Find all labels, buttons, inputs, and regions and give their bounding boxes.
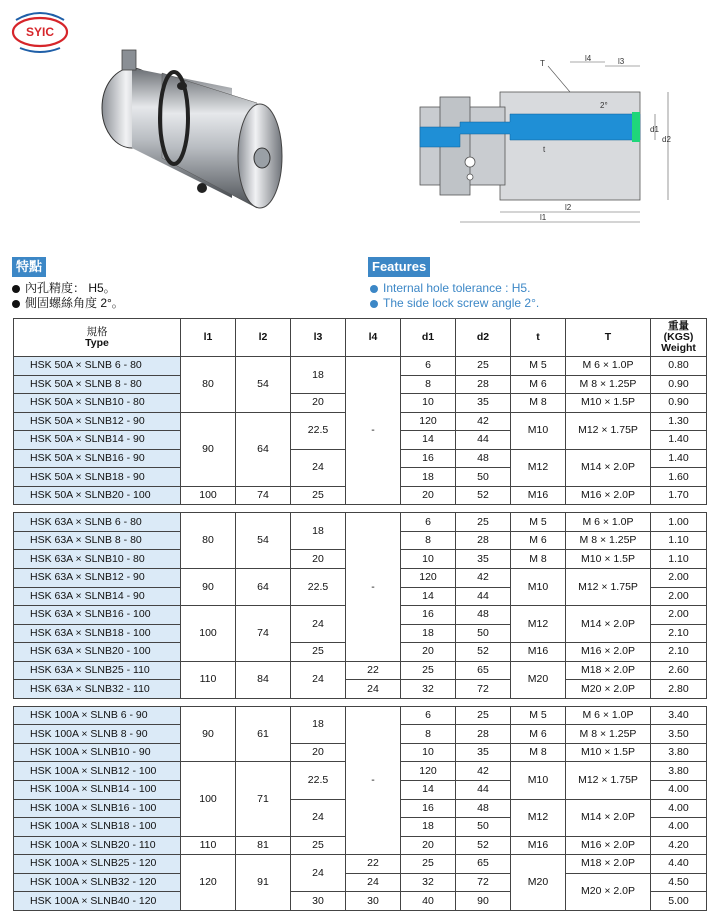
- cell-type: HSK 50A × SLNB20 - 100: [14, 486, 181, 505]
- cell-l1: 90: [181, 569, 236, 606]
- cell-weight: 1.10: [651, 550, 707, 569]
- cell-l1: 90: [181, 706, 236, 762]
- table-row: [14, 873, 707, 892]
- cell-l1: 110: [181, 836, 236, 855]
- cell-type: HSK 50A × SLNB10 - 80: [14, 394, 181, 413]
- cell-d2: 72: [456, 680, 511, 699]
- cell-weight: 4.40: [651, 855, 707, 874]
- cell-t: M16: [511, 836, 566, 855]
- cell-weight: 1.30: [651, 412, 707, 431]
- cell-weight: 4.50: [651, 873, 707, 892]
- cell-d2: 65: [456, 855, 511, 874]
- cell-l2: 64: [236, 412, 291, 486]
- cell-T: M 6 × 1.0P: [566, 706, 651, 725]
- cell-d1: 18: [401, 624, 456, 643]
- features-en-title: Features: [368, 257, 430, 277]
- cell-l4: 24: [346, 680, 401, 699]
- cell-d1: 8: [401, 725, 456, 744]
- bullet-icon: [12, 285, 20, 293]
- cell-d1: 20: [401, 643, 456, 662]
- features-en-item: Internal hole tolerance : H5.: [370, 281, 539, 296]
- cell-weight: 2.00: [651, 606, 707, 625]
- cell-weight: 3.50: [651, 725, 707, 744]
- cell-d2: 28: [456, 375, 511, 394]
- col-header-l4: l4: [346, 319, 401, 357]
- bullet-icon: [370, 300, 378, 308]
- col-header-type: 規格 Type: [14, 319, 181, 357]
- cell-T: M18 × 2.0P: [566, 661, 651, 680]
- col-header-d2: d2: [456, 319, 511, 357]
- spec-table: [13, 318, 707, 911]
- cell-l1: 100: [181, 486, 236, 505]
- cell-T: M12 × 1.75P: [566, 762, 651, 799]
- cell-d1: 16: [401, 606, 456, 625]
- cell-d1: 32: [401, 680, 456, 699]
- col-header-l3: l3: [291, 319, 346, 357]
- cell-d2: 48: [456, 799, 511, 818]
- cell-d2: 35: [456, 394, 511, 413]
- cell-t: M16: [511, 486, 566, 505]
- cell-d2: 50: [456, 624, 511, 643]
- cell-t: M10: [511, 569, 566, 606]
- cell-d1: 120: [401, 569, 456, 588]
- cell-weight: 4.00: [651, 799, 707, 818]
- cell-d2: 48: [456, 449, 511, 468]
- cell-l3: 20: [291, 550, 346, 569]
- table-row: [14, 513, 707, 532]
- cell-type: HSK 100A × SLNB 6 - 90: [14, 706, 181, 725]
- bullet-icon: [12, 300, 20, 308]
- cell-t: M 5: [511, 706, 566, 725]
- cell-l4: 24: [346, 873, 401, 892]
- cell-t: M12: [511, 449, 566, 486]
- tool-holder-photo: [82, 48, 292, 218]
- drawing-label-l1: l1: [540, 213, 547, 222]
- cell-l1: 100: [181, 606, 236, 662]
- cell-d2: 44: [456, 587, 511, 606]
- cell-d1: 10: [401, 394, 456, 413]
- cell-weight: 2.10: [651, 624, 707, 643]
- cell-T: M16 × 2.0P: [566, 486, 651, 505]
- cell-type: HSK 100A × SLNB16 - 100: [14, 799, 181, 818]
- cell-weight: 1.70: [651, 486, 707, 505]
- col-header-weight: 重量 (KGS) Weight: [651, 319, 707, 357]
- cell-type: HSK 100A × SLNB14 - 100: [14, 781, 181, 800]
- features-en-item: The side lock screw angle 2°.: [370, 296, 539, 311]
- cell-T: M14 × 2.0P: [566, 606, 651, 643]
- cell-T: M16 × 2.0P: [566, 836, 651, 855]
- cell-type: HSK 100A × SLNB12 - 100: [14, 762, 181, 781]
- cell-weight: 2.00: [651, 569, 707, 588]
- cell-type: HSK 63A × SLNB18 - 100: [14, 624, 181, 643]
- cell-d2: 35: [456, 550, 511, 569]
- cell-type: HSK 63A × SLNB20 - 100: [14, 643, 181, 662]
- features-zh-list: [12, 281, 124, 311]
- cell-d2: 25: [456, 513, 511, 532]
- cell-d1: 120: [401, 412, 456, 431]
- cell-t: M10: [511, 762, 566, 799]
- cell-l4: 22: [346, 855, 401, 874]
- cell-l3: 24: [291, 799, 346, 836]
- cell-l3: 18: [291, 357, 346, 394]
- cell-d1: 16: [401, 449, 456, 468]
- cell-l3: 24: [291, 855, 346, 892]
- cell-T: M 8 × 1.25P: [566, 531, 651, 550]
- drawing-label-d1: d1: [650, 125, 659, 134]
- cell-T: M 6 × 1.0P: [566, 513, 651, 532]
- svg-text:SYIC: SYIC: [25, 25, 55, 39]
- cell-type: HSK 50A × SLNB16 - 90: [14, 449, 181, 468]
- cell-type: HSK 100A × SLNB40 - 120: [14, 892, 181, 911]
- cell-type: HSK 63A × SLNB 6 - 80: [14, 513, 181, 532]
- cell-type: HSK 100A × SLNB25 - 120: [14, 855, 181, 874]
- cell-d2: 42: [456, 569, 511, 588]
- spec-table-body: [14, 357, 707, 911]
- cell-T: M10 × 1.5P: [566, 394, 651, 413]
- cell-T: M16 × 2.0P: [566, 643, 651, 662]
- cell-l3: 20: [291, 394, 346, 413]
- group-separator: [14, 698, 707, 706]
- cell-l2: 74: [236, 606, 291, 662]
- cell-l1: 110: [181, 661, 236, 698]
- cell-type: HSK 50A × SLNB 6 - 80: [14, 357, 181, 376]
- cell-t: M20: [511, 855, 566, 911]
- cell-weight: 0.90: [651, 394, 707, 413]
- cell-l1: 100: [181, 762, 236, 836]
- cell-weight: 3.80: [651, 743, 707, 762]
- cell-d2: 44: [456, 781, 511, 800]
- cell-weight: 4.20: [651, 836, 707, 855]
- cell-d2: 25: [456, 706, 511, 725]
- cell-l3: 25: [291, 836, 346, 855]
- cell-weight: 1.00: [651, 513, 707, 532]
- cell-l1: 80: [181, 357, 236, 413]
- cell-type: HSK 63A × SLNB14 - 90: [14, 587, 181, 606]
- cell-T: M20 × 2.0P: [566, 873, 651, 910]
- cell-T: M14 × 2.0P: [566, 449, 651, 486]
- cell-l3: 18: [291, 706, 346, 743]
- cell-l3: 25: [291, 486, 346, 505]
- cell-d2: 44: [456, 431, 511, 450]
- drawing-label-l3: l3: [618, 57, 625, 66]
- cell-d1: 20: [401, 486, 456, 505]
- features-zh-title: 特點: [12, 257, 46, 277]
- cell-t: M12: [511, 606, 566, 643]
- cell-type: HSK 63A × SLNB16 - 100: [14, 606, 181, 625]
- cell-l3: 22.5: [291, 412, 346, 449]
- dimension-drawing: [400, 52, 700, 227]
- cell-l3: 22.5: [291, 762, 346, 799]
- cell-T: M 8 × 1.25P: [566, 725, 651, 744]
- cell-T: M20 × 2.0P: [566, 680, 651, 699]
- cell-d2: 35: [456, 743, 511, 762]
- cell-l4: 22: [346, 661, 401, 680]
- cell-l4: -: [346, 357, 401, 505]
- cell-type: HSK 50A × SLNB14 - 90: [14, 431, 181, 450]
- cell-d1: 14: [401, 781, 456, 800]
- cell-type: HSK 100A × SLNB20 - 110: [14, 836, 181, 855]
- cell-l3: 18: [291, 513, 346, 550]
- table-row: [14, 706, 707, 725]
- cell-d1: 18: [401, 468, 456, 487]
- cell-d1: 6: [401, 357, 456, 376]
- cell-type: HSK 50A × SLNB 8 - 80: [14, 375, 181, 394]
- cell-t: M 6: [511, 725, 566, 744]
- cell-T: M18 × 2.0P: [566, 855, 651, 874]
- table-row: [14, 855, 707, 874]
- cell-type: HSK 63A × SLNB32 - 110: [14, 680, 181, 699]
- cell-d2: 52: [456, 836, 511, 855]
- cell-d2: 52: [456, 643, 511, 662]
- cell-d1: 40: [401, 892, 456, 911]
- cell-d2: 50: [456, 468, 511, 487]
- cell-d1: 8: [401, 375, 456, 394]
- cell-weight: 0.80: [651, 357, 707, 376]
- cell-l2: 91: [236, 855, 291, 911]
- cell-type: HSK 50A × SLNB18 - 90: [14, 468, 181, 487]
- cell-type: HSK 63A × SLNB10 - 80: [14, 550, 181, 569]
- cell-d2: 28: [456, 531, 511, 550]
- cell-l3: 25: [291, 643, 346, 662]
- cell-l2: 81: [236, 836, 291, 855]
- cell-weight: 4.00: [651, 781, 707, 800]
- cell-l2: 74: [236, 486, 291, 505]
- cell-weight: 1.60: [651, 468, 707, 487]
- cell-t: M 6: [511, 531, 566, 550]
- drawing-label-d2: d2: [662, 135, 671, 144]
- cell-T: M12 × 1.75P: [566, 412, 651, 449]
- cell-l2: 64: [236, 569, 291, 606]
- cell-type: HSK 63A × SLNB25 - 110: [14, 661, 181, 680]
- col-header-l2: l2: [236, 319, 291, 357]
- table-header-row: [14, 319, 707, 357]
- cell-t: M20: [511, 661, 566, 698]
- cell-T: M10 × 1.5P: [566, 743, 651, 762]
- cell-weight: 2.00: [651, 587, 707, 606]
- features-en-list: [370, 281, 539, 311]
- col-header-t: t: [511, 319, 566, 357]
- cell-t: M10: [511, 412, 566, 449]
- cell-d1: 14: [401, 587, 456, 606]
- cell-l3: 30: [291, 892, 346, 911]
- cell-type: HSK 63A × SLNB12 - 90: [14, 569, 181, 588]
- col-header-d1: d1: [401, 319, 456, 357]
- cell-l3: 20: [291, 743, 346, 762]
- drawing-label-l4: l4: [585, 54, 592, 63]
- cell-d1: 20: [401, 836, 456, 855]
- cell-T: M10 × 1.5P: [566, 550, 651, 569]
- cell-l3: 22.5: [291, 569, 346, 606]
- cell-d1: 16: [401, 799, 456, 818]
- cell-d1: 25: [401, 661, 456, 680]
- cell-type: HSK 100A × SLNB 8 - 90: [14, 725, 181, 744]
- cell-t: M 5: [511, 357, 566, 376]
- cell-d1: 120: [401, 762, 456, 781]
- cell-d2: 42: [456, 412, 511, 431]
- cell-l3: 24: [291, 449, 346, 486]
- features-zh-item: 側固螺絲角度 2°。: [12, 296, 124, 311]
- cell-d1: 10: [401, 550, 456, 569]
- cell-type: HSK 100A × SLNB18 - 100: [14, 818, 181, 837]
- syic-logo: [10, 8, 70, 54]
- cell-weight: 2.60: [651, 661, 707, 680]
- cell-weight: 3.80: [651, 762, 707, 781]
- cell-l4: -: [346, 706, 401, 854]
- cell-t: M 5: [511, 513, 566, 532]
- drawing-label-l2: l2: [565, 203, 572, 212]
- cell-d2: 90: [456, 892, 511, 911]
- cell-d2: 65: [456, 661, 511, 680]
- drawing-label-t: t: [543, 145, 546, 154]
- cell-T: M14 × 2.0P: [566, 799, 651, 836]
- cell-d2: 52: [456, 486, 511, 505]
- cell-d1: 25: [401, 855, 456, 874]
- col-header-l1: l1: [181, 319, 236, 357]
- cell-d2: 28: [456, 725, 511, 744]
- cell-l1: 80: [181, 513, 236, 569]
- cell-t: M 8: [511, 394, 566, 413]
- cell-l2: 84: [236, 661, 291, 698]
- cell-l3: 24: [291, 606, 346, 643]
- col-header-T: T: [566, 319, 651, 357]
- cell-weight: 3.40: [651, 706, 707, 725]
- cell-t: M 8: [511, 743, 566, 762]
- features-zh-item: 內孔精度： H5。: [12, 281, 124, 296]
- cell-d2: 72: [456, 873, 511, 892]
- cell-l4: 30: [346, 892, 401, 911]
- bullet-icon: [370, 285, 378, 293]
- cell-type: HSK 100A × SLNB32 - 120: [14, 873, 181, 892]
- cell-d1: 6: [401, 513, 456, 532]
- cell-d2: 50: [456, 818, 511, 837]
- cell-weight: 2.10: [651, 643, 707, 662]
- table-row: [14, 357, 707, 376]
- cell-d1: 10: [401, 743, 456, 762]
- drawing-label-T: T: [540, 59, 545, 68]
- cell-t: M12: [511, 799, 566, 836]
- cell-d1: 18: [401, 818, 456, 837]
- cell-l1: 90: [181, 412, 236, 486]
- group-separator: [14, 505, 707, 513]
- cell-type: HSK 50A × SLNB12 - 90: [14, 412, 181, 431]
- cell-l2: 54: [236, 357, 291, 413]
- cell-weight: 2.80: [651, 680, 707, 699]
- cell-weight: 1.40: [651, 449, 707, 468]
- cell-type: HSK 100A × SLNB10 - 90: [14, 743, 181, 762]
- table-row: [14, 680, 707, 699]
- cell-l2: 54: [236, 513, 291, 569]
- cell-d2: 42: [456, 762, 511, 781]
- cell-type: HSK 63A × SLNB 8 - 80: [14, 531, 181, 550]
- cell-l4: -: [346, 513, 401, 661]
- drawing-label-angle: 2°: [600, 101, 608, 110]
- cell-l1: 120: [181, 855, 236, 911]
- cell-d2: 48: [456, 606, 511, 625]
- cell-weight: 1.40: [651, 431, 707, 450]
- cell-t: M16: [511, 643, 566, 662]
- cell-T: M 6 × 1.0P: [566, 357, 651, 376]
- cell-l3: 24: [291, 661, 346, 698]
- cell-l2: 61: [236, 706, 291, 762]
- cell-d2: 25: [456, 357, 511, 376]
- cell-weight: 1.10: [651, 531, 707, 550]
- cell-weight: 0.90: [651, 375, 707, 394]
- cell-d1: 14: [401, 431, 456, 450]
- table-row: [14, 661, 707, 680]
- cell-weight: 5.00: [651, 892, 707, 911]
- cell-d1: 32: [401, 873, 456, 892]
- cell-t: M 8: [511, 550, 566, 569]
- cell-T: M 8 × 1.25P: [566, 375, 651, 394]
- cell-d1: 8: [401, 531, 456, 550]
- cell-t: M 6: [511, 375, 566, 394]
- cell-weight: 4.00: [651, 818, 707, 837]
- cell-d1: 6: [401, 706, 456, 725]
- cell-l2: 71: [236, 762, 291, 836]
- cell-T: M12 × 1.75P: [566, 569, 651, 606]
